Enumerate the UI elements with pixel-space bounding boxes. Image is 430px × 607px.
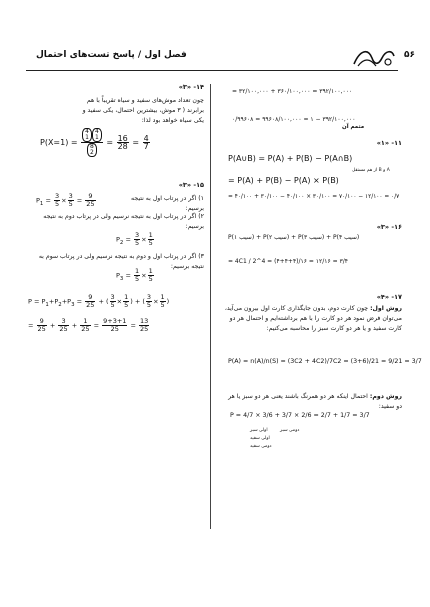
q14-text: چون تعداد موش‌های سفید و سیاه تقریباً با هم برابرند ( ۳ موش، بیشترین احتمال، یکی سفید و یکی سیاه خواهد بود لذا: <box>82 97 204 124</box>
q15-label: ۱۵- «۳» <box>178 181 204 189</box>
column-divider <box>210 84 211 529</box>
q17-sub2: دومی سبز <box>280 428 300 433</box>
q11-line2: = P(A) + P(B) − P(A) × P(B) <box>228 176 339 185</box>
q17-method2-title: روش دوم: <box>369 393 402 400</box>
q14-equation: P(X=1) = 4 14 1 8 2 = $\frac{16}{28}$ = $\frac{4}{7}$ <box>40 128 149 156</box>
q15-case2: ۲) اگر در پرتاب اول به نتیجه نرسیم ولی در پرتاب دوم به نتیجه برسیم: <box>43 213 204 230</box>
q17-sub3: اولی سفید <box>250 436 270 441</box>
q17-method1-eq: P(A) = n(A)/n(S) = (3C2 + 4C2)/7C2 = (3+6)/21 = 9/21 = 3/7 <box>228 358 422 365</box>
q17-method2-text <box>222 392 402 412</box>
left-top-line2-label: متمم آن <box>342 124 365 130</box>
q11-note: A و B از هم مستقل <box>352 168 390 173</box>
q11-label: ۱۱- «۱» <box>376 139 402 147</box>
q15-sum1: $P = P_1+P_2+P_3$ = $\frac{9}{25}$ + ( $\frac{3}{5}$ × $\frac{1}{5}$ ) + ( $\frac{3}{5}$ × $\frac{1}{5}$ ) <box>28 293 170 309</box>
q15-eq1: $P_1$ = $\frac{3}{5}$ × $\frac{3}{5}$ = $\frac{9}{25}$ <box>36 192 95 208</box>
q15-sum2: = $\frac{9}{25}$ + $\frac{3}{25}$ + $\frac{1}{25}$ = $\frac{9+3+1}{25}$ = $\frac{13}{25}$ <box>28 317 149 333</box>
page-title: فصل اول / پاسخ تست‌های احتمال <box>36 50 187 60</box>
q17-method2-body: احتمال اینکه هر دو همرنگ باشند یعنی هر دو سبز یا هر دو سفید: <box>228 393 402 410</box>
left-top-line1: = ۳۲/۱۰۰,۰۰۰ + ۳۶۰/۱۰۰,۰۰۰ = ۳۹۲/۱۰۰,۰۰۰ <box>232 88 353 95</box>
q14-label: ۱۴- «۳» <box>178 83 204 91</box>
q15-eq2: $P_2$ = $\frac{3}{5}$ × $\frac{1}{5}$ <box>116 231 153 247</box>
q17-method2-eq: P = 4/7 × 3/6 + 3/7 × 2/6 = 2/7 + 1/7 = 3/7 <box>230 412 370 419</box>
q17-method1-title: روش اول: <box>370 305 402 312</box>
q15-case3: ۳) اگر در پرتاب اول و دوم به نتیجه نرسیم ولی در پرتاب سوم به نتیجه برسیم: <box>38 253 204 270</box>
q16-line1: P(۱ سیب) + P(۲ سیب) + P(۳ سیب) + P(۴ سیب) <box>228 234 360 241</box>
publisher-logo-icon <box>350 44 398 72</box>
q17-sub4: دومی سفید <box>250 444 272 449</box>
q17-method1-body: چون کارت دوم، بدون جایگذاری کارت اول بیرون می‌آید، می‌توان فرض نمود هر دو کارت را با هم برداشته‌ایم و احتمال هر دو کارت سفید و یا هر دو کارت سبز را محاسبه می‌کنیم: <box>224 305 402 332</box>
q11-line3: = ۴۰/۱۰۰ + ۳۰/۱۰۰ − ۴۰/۱۰۰ × ۳۰/۱۰۰ = ۷۰/۱۰۰ − ۱۲/۱۰۰ = ۰/۷ <box>228 194 400 200</box>
q17-label: ۱۷- «۴» <box>376 293 402 301</box>
left-top-line2: ۰/۹۹۶۰۸ = ۹۹۶۰۸/۱۰۰,۰۰۰ = ۱ − ۳۹۲/۱۰۰,۰۰۰ <box>232 116 356 123</box>
q16-line2: = 4C1 / 2^4 = (۴+۴+۴)/۱۶ = ۱۲/۱۶ = ۳/۴ <box>228 258 349 265</box>
q11-line1: P(A∪B) = P(A) + P(B) − P(A∩B) <box>228 154 353 163</box>
q17-method1-text <box>222 304 402 334</box>
q17-sub1: اولی سبز <box>250 428 268 433</box>
q15-case1: ۱) اگر در پرتاب اول به نتیجه برسیم: <box>131 195 204 212</box>
page-header <box>26 46 398 71</box>
page-number: ۵۶ <box>404 50 415 60</box>
q16-label: ۱۶- «۳» <box>376 223 402 231</box>
q15-eq3: $P_3$ = $\frac{1}{5}$ × $\frac{1}{5}$ <box>116 267 153 283</box>
